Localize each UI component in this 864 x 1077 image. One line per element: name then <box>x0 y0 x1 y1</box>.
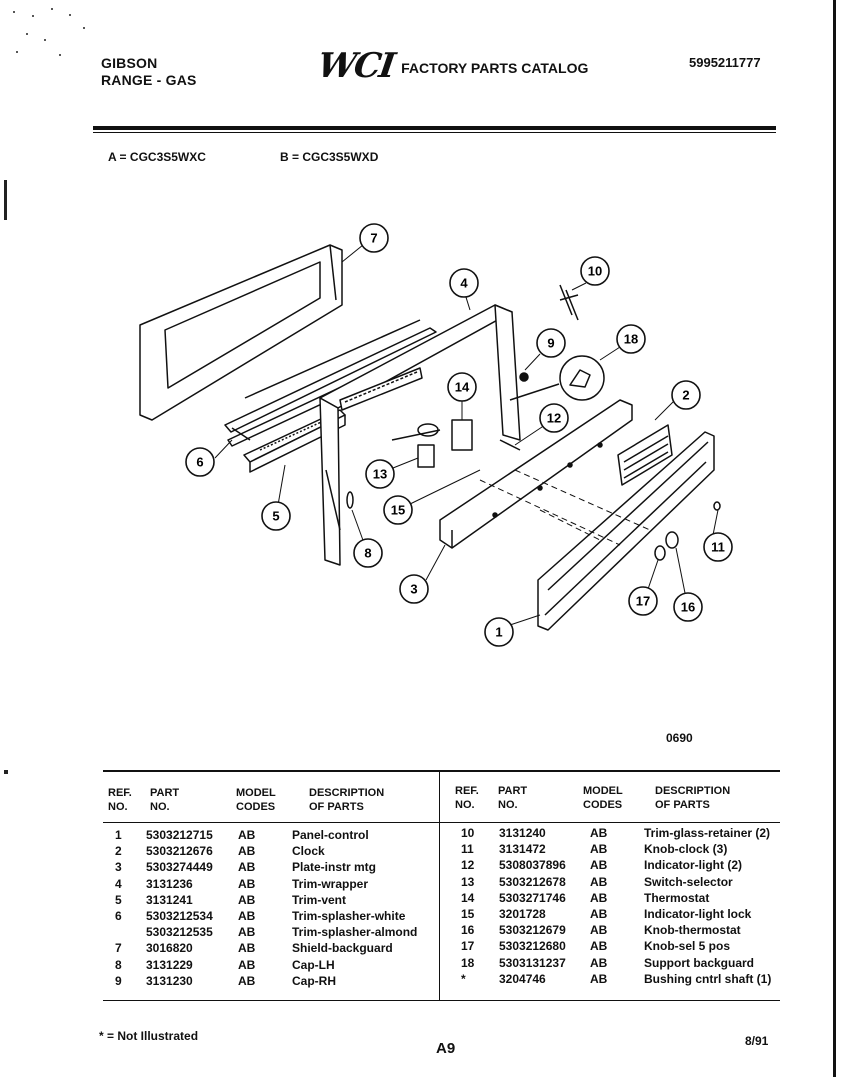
header-model-right: MODEL CODES <box>583 785 623 811</box>
cell-ref: 8 <box>115 957 122 972</box>
footnote: * = Not Illustrated <box>99 1029 199 1043</box>
header-part-right: PART NO. <box>498 785 528 811</box>
header-ref-right: REF. NO. <box>455 785 479 811</box>
cell-desc: Indicator-light lock <box>644 907 752 921</box>
trim-wrapper-part <box>320 305 520 565</box>
callout-7 <box>360 224 388 252</box>
page-number: A9 <box>436 1040 456 1057</box>
callout-15 <box>384 496 412 524</box>
callout-8 <box>354 539 382 567</box>
svg-text:10: 10 <box>587 263 603 279</box>
header-description-right: DESCRIPTION OF PARTS <box>655 785 731 811</box>
drawing-code: 0690 <box>666 731 693 745</box>
header-description: DESCRIPTION OF PARTS <box>309 787 385 813</box>
catalog-header <box>315 46 589 86</box>
svg-text:1: 1 <box>495 624 503 640</box>
cell-desc: Indicator-light (2) <box>644 858 742 873</box>
cell-part: 3016820 <box>146 941 193 956</box>
header-part: PART NO. <box>150 787 180 813</box>
svg-text:13: 13 <box>372 466 388 482</box>
table-header-rule <box>103 822 780 823</box>
svg-text:14: 14 <box>454 379 470 395</box>
cell-part: 5303212535 <box>146 925 213 940</box>
header-model: MODEL CODES <box>236 787 276 813</box>
cell-part: 5303212679 <box>499 923 566 938</box>
cell-model: AB <box>238 844 256 859</box>
cell-part: 5303212715 <box>146 828 213 842</box>
cell-ref: 10 <box>461 826 475 840</box>
callout-2 <box>672 381 700 409</box>
cell-part: 3131236 <box>146 876 193 891</box>
cell-ref: 3 <box>115 860 122 875</box>
cell-ref: 7 <box>115 941 122 956</box>
callout-9 <box>537 329 565 357</box>
cell-ref: 17 <box>461 939 475 954</box>
cell-model: AB <box>238 957 256 972</box>
cell-part: 3131240 <box>499 826 546 840</box>
cell-part: 5308037896 <box>499 858 566 873</box>
cell-ref: 13 <box>461 874 475 889</box>
cell-ref: * <box>461 971 466 986</box>
cell-model: AB <box>238 941 256 956</box>
shield-backguard-part <box>140 245 342 420</box>
cell-model: AB <box>238 860 256 875</box>
callout-18 <box>617 325 645 353</box>
cell-model: AB <box>238 828 256 842</box>
cell-desc: Plate-instr mtg <box>292 860 377 875</box>
cell-model: AB <box>590 858 608 873</box>
callout-4 <box>450 269 478 297</box>
table-top-rule <box>103 770 780 772</box>
cell-model: AB <box>590 939 608 954</box>
date-code: 8/91 <box>745 1034 769 1048</box>
cell-model: AB <box>238 909 256 923</box>
cell-part: 5303271746 <box>499 890 566 905</box>
cell-desc: Trim-glass-retainer (2) <box>644 826 771 840</box>
cell-model: AB <box>590 826 608 840</box>
cell-desc: Cap-RH <box>292 973 336 988</box>
cell-ref: 14 <box>461 890 475 905</box>
header-ref: REF. NO. <box>108 787 132 813</box>
cell-ref: 15 <box>461 907 475 921</box>
cell-model: AB <box>238 876 256 891</box>
svg-text:4: 4 <box>460 275 468 291</box>
callout-10 <box>581 257 609 285</box>
cell-desc: Cap-LH <box>292 957 335 972</box>
cell-part: 5303212680 <box>499 939 566 954</box>
cell-desc: Thermostat <box>644 890 710 905</box>
cell-ref: 1 <box>115 828 122 842</box>
cell-ref: 4 <box>115 876 122 891</box>
cell-desc: Trim-wrapper <box>292 876 369 891</box>
cell-ref: 6 <box>115 909 122 923</box>
cell-desc: Support backguard <box>644 955 755 970</box>
cell-part: 5303212534 <box>146 909 213 923</box>
cell-ref: 12 <box>461 858 475 873</box>
header-rule <box>93 126 776 130</box>
cell-ref: 9 <box>115 973 122 988</box>
cell-part: 5303274449 <box>146 860 213 875</box>
cell-model: AB <box>590 842 608 857</box>
cell-part: 5303212676 <box>146 844 213 859</box>
callout-6 <box>186 448 214 476</box>
cell-part: 5303212678 <box>499 874 566 889</box>
table-bottom-rule <box>103 1000 780 1001</box>
cell-ref: 5 <box>115 892 122 907</box>
product-type: RANGE - GAS <box>101 72 197 88</box>
cell-model: AB <box>238 925 256 940</box>
svg-text:11: 11 <box>711 539 725 555</box>
callout-14 <box>448 373 476 401</box>
cell-ref: 16 <box>461 923 475 938</box>
svg-text:15: 15 <box>390 502 406 518</box>
cell-model: AB <box>590 890 608 905</box>
svg-text:6: 6 <box>196 454 204 470</box>
callout-12 <box>540 404 568 432</box>
cell-ref: 2 <box>115 844 122 859</box>
cell-part: 3131229 <box>146 957 193 972</box>
retainer-clip-part <box>560 285 578 320</box>
svg-text:2: 2 <box>682 387 690 403</box>
cell-ref: 11 <box>461 842 474 857</box>
cell-model: AB <box>590 874 608 889</box>
cell-desc: Knob-thermostat <box>644 923 741 938</box>
svg-text:18: 18 <box>623 331 639 347</box>
svg-text:5: 5 <box>272 508 280 524</box>
cell-part: 5303131237 <box>499 955 566 970</box>
model-code-a: A = CGC3S5WXC <box>108 150 206 164</box>
model-code-b: B = CGC3S5WXD <box>280 150 379 164</box>
cell-part: 3201728 <box>499 907 546 921</box>
cell-desc: Bushing cntrl shaft (1) <box>644 971 772 986</box>
svg-text:7: 7 <box>370 230 378 246</box>
cell-ref: 18 <box>461 955 475 970</box>
cell-desc: Trim-splasher-almond <box>292 925 418 940</box>
cell-model: AB <box>590 923 608 938</box>
cell-part: 3131472 <box>499 842 546 857</box>
brand-name: GIBSON <box>101 55 158 71</box>
cell-desc: Shield-backguard <box>292 941 393 956</box>
callout-17 <box>629 587 657 615</box>
cell-desc: Trim-vent <box>292 892 347 907</box>
svg-text:12: 12 <box>546 410 562 426</box>
table-divider <box>439 772 440 1000</box>
svg-text:9: 9 <box>547 335 555 351</box>
callout-5 <box>262 502 290 530</box>
callout-1 <box>485 618 513 646</box>
catalog-title: FACTORY PARTS CATALOG <box>401 60 589 76</box>
cell-part: 3131230 <box>146 973 193 988</box>
cell-desc: Knob-sel 5 pos <box>644 939 731 954</box>
cell-model: AB <box>590 907 608 921</box>
cell-part: 3131241 <box>146 892 193 907</box>
cell-desc: Knob-clock (3) <box>644 842 728 857</box>
cell-model: AB <box>590 971 608 986</box>
cell-part: 3204746 <box>499 971 546 986</box>
callout-11 <box>704 533 732 561</box>
cell-model: AB <box>590 955 608 970</box>
wci-logo: WCI <box>315 46 396 86</box>
cell-desc: Clock <box>292 844 325 859</box>
cell-desc: Panel-control <box>292 828 369 842</box>
svg-text:17: 17 <box>635 593 651 609</box>
svg-text:16: 16 <box>680 599 696 615</box>
header-rule-thin <box>93 132 776 133</box>
cell-desc: Switch-selector <box>644 874 733 889</box>
callout-16 <box>674 593 702 621</box>
controls-part <box>392 420 520 467</box>
callout-3 <box>400 575 428 603</box>
cell-desc: Trim-splasher-white <box>292 909 406 923</box>
svg-text:8: 8 <box>364 545 372 561</box>
cell-model: AB <box>238 973 256 988</box>
brand-block <box>101 55 197 89</box>
callout-13 <box>366 460 394 488</box>
cell-model: AB <box>238 892 256 907</box>
exploded-parts-diagram <box>130 220 770 660</box>
svg-text:3: 3 <box>410 581 418 597</box>
catalog-number: 5995211777 <box>689 55 761 70</box>
